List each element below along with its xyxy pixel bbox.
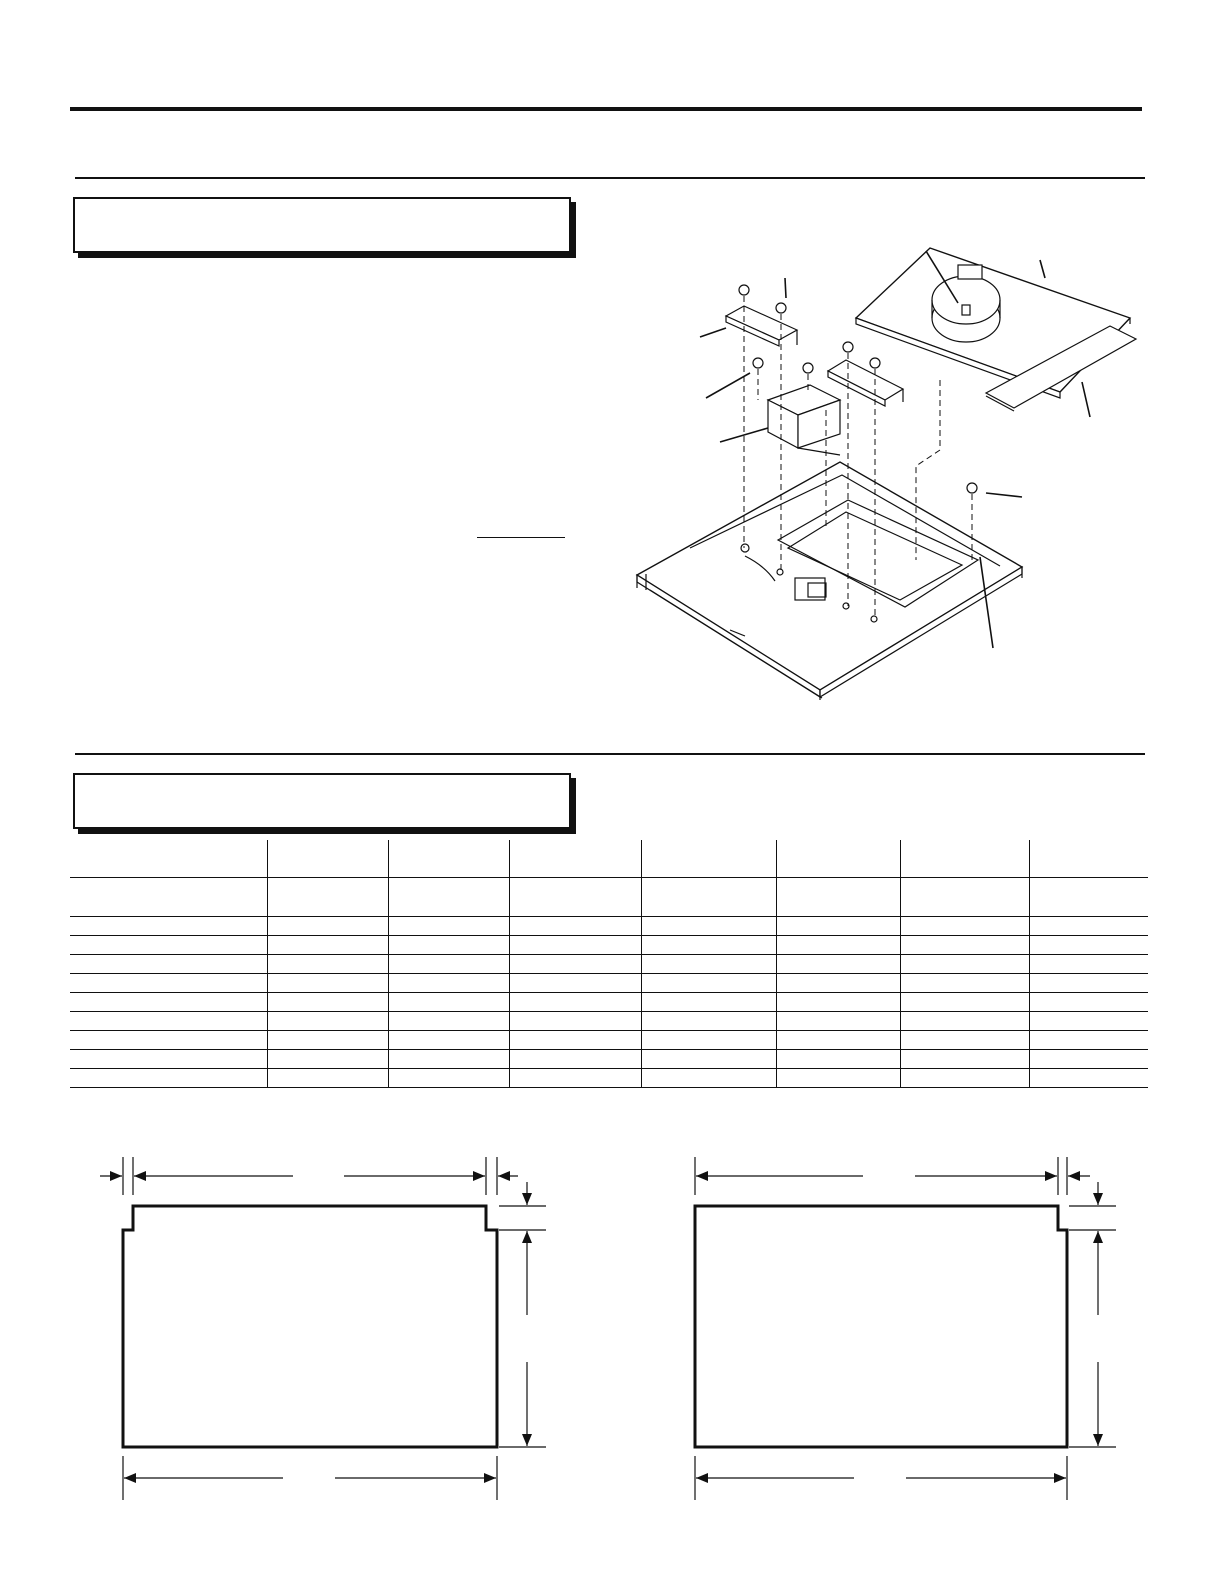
- table-cell: [70, 955, 267, 974]
- table-cell: [70, 936, 267, 955]
- table-cell: [267, 993, 388, 1012]
- table-header-cell: [267, 840, 388, 878]
- table-cell: [509, 1012, 641, 1031]
- table-cell: [70, 1012, 267, 1031]
- table-row: [70, 878, 1148, 917]
- table-header-cell: [388, 840, 509, 878]
- table-cell: [267, 1012, 388, 1031]
- exploded-assembly-diagram: [600, 230, 1160, 710]
- table-row: [70, 993, 1148, 1012]
- table-cell: [900, 974, 1029, 993]
- table-cell: [776, 955, 900, 974]
- table-cell: [70, 1050, 267, 1069]
- table-cell: [267, 1050, 388, 1069]
- table-cell: [1029, 936, 1148, 955]
- table-cell: [776, 1031, 900, 1050]
- table-cell: [641, 1069, 776, 1088]
- table-cell: [267, 955, 388, 974]
- top-panel: [856, 248, 1130, 398]
- table-cell: [388, 955, 509, 974]
- table-cell: [1029, 1050, 1148, 1069]
- mounting-bracket-left: [726, 306, 797, 346]
- table-cell: [641, 917, 776, 936]
- table-cell: [900, 936, 1029, 955]
- table-cell: [509, 955, 641, 974]
- table-cell: [388, 1069, 509, 1088]
- table-cell: [641, 1012, 776, 1031]
- table-cell: [776, 993, 900, 1012]
- table-cell: [509, 993, 641, 1012]
- section2-title-box: [73, 773, 571, 829]
- table-cell: [900, 1069, 1029, 1088]
- table-cell: [267, 1069, 388, 1088]
- table-cell: [776, 974, 900, 993]
- table-cell: [1029, 878, 1148, 917]
- table-cell: [900, 955, 1029, 974]
- base-tray: [637, 462, 1022, 700]
- table-header-cell: [641, 840, 776, 878]
- table-cell: [70, 1031, 267, 1050]
- table-cell: [509, 936, 641, 955]
- table-cell: [641, 878, 776, 917]
- intro-underline: [477, 537, 565, 538]
- table-row: [70, 1050, 1148, 1069]
- table-cell: [70, 974, 267, 993]
- table-header-row: [70, 840, 1148, 878]
- table-cell: [509, 1050, 641, 1069]
- cutout-diagram-right: [670, 1150, 1130, 1510]
- table-cell: [776, 878, 900, 917]
- table-header-cell: [509, 840, 641, 878]
- transformer-box: [768, 385, 840, 455]
- table-cell: [1029, 1012, 1148, 1031]
- table-cell: [70, 917, 267, 936]
- table-cell: [267, 974, 388, 993]
- table-cell: [267, 1031, 388, 1050]
- table-cell: [900, 1050, 1029, 1069]
- table-cell: [388, 936, 509, 955]
- table-cell: [388, 974, 509, 993]
- cutout-diagram-left: [95, 1150, 555, 1510]
- table-cell: [70, 993, 267, 1012]
- table-cell: [509, 917, 641, 936]
- table-row: [70, 936, 1148, 955]
- table-cell: [388, 878, 509, 917]
- table-cell: [900, 878, 1029, 917]
- table-cell: [388, 917, 509, 936]
- table-cell: [641, 955, 776, 974]
- table-cell: [776, 1069, 900, 1088]
- section2-rule: [75, 753, 1145, 755]
- table-cell: [776, 1050, 900, 1069]
- table-header-cell: [900, 840, 1029, 878]
- table-cell: [1029, 993, 1148, 1012]
- header-rule: [70, 107, 1142, 111]
- table-cell: [1029, 1069, 1148, 1088]
- table-row: [70, 1031, 1148, 1050]
- table-cell: [267, 936, 388, 955]
- table-cell: [1029, 955, 1148, 974]
- table-cell: [641, 936, 776, 955]
- table-cell: [900, 1031, 1029, 1050]
- table-cell: [388, 1050, 509, 1069]
- table-cell: [70, 878, 267, 917]
- table-cell: [1029, 917, 1148, 936]
- table-cell: [509, 878, 641, 917]
- table-cell: [509, 1031, 641, 1050]
- section1-rule: [75, 177, 1145, 179]
- table-header-cell: [1029, 840, 1148, 878]
- table-row: [70, 1012, 1148, 1031]
- table-cell: [509, 1069, 641, 1088]
- table-cell: [776, 917, 900, 936]
- table-header-cell: [70, 840, 267, 878]
- table-row: [70, 1069, 1148, 1088]
- table-cell: [900, 1012, 1029, 1031]
- table-cell: [509, 974, 641, 993]
- table-cell: [776, 1012, 900, 1031]
- table-cell: [641, 993, 776, 1012]
- table-cell: [1029, 974, 1148, 993]
- table-row: [70, 917, 1148, 936]
- table-header-cell: [776, 840, 900, 878]
- table-cell: [388, 1031, 509, 1050]
- table-row: [70, 974, 1148, 993]
- table-cell: [900, 993, 1029, 1012]
- table-row: [70, 955, 1148, 974]
- table-cell: [900, 917, 1029, 936]
- table-cell: [267, 917, 388, 936]
- table-cell: [70, 1069, 267, 1088]
- table-cell: [641, 974, 776, 993]
- table-cell: [388, 993, 509, 1012]
- table-cell: [776, 936, 900, 955]
- table-cell: [641, 1031, 776, 1050]
- spec-table: [70, 840, 1148, 1088]
- table-cell: [1029, 1031, 1148, 1050]
- table-cell: [388, 1012, 509, 1031]
- section1-title-box: [73, 197, 571, 253]
- table-cell: [641, 1050, 776, 1069]
- table-cell: [267, 878, 388, 917]
